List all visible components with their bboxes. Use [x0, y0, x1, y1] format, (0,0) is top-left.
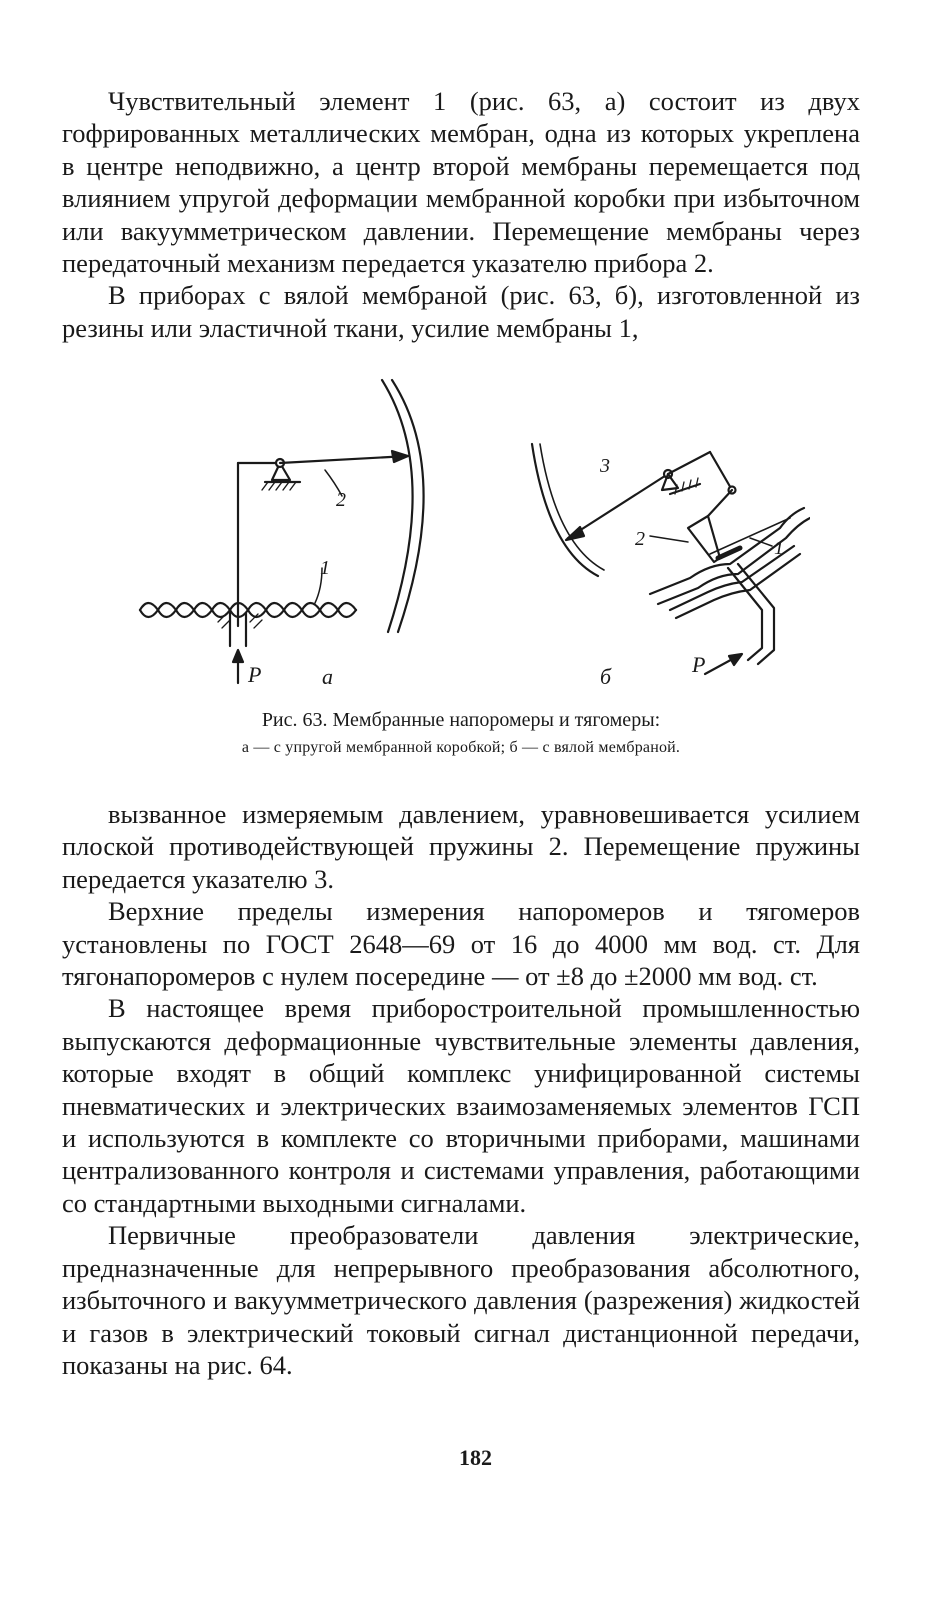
text-block-top — [62, 85, 860, 344]
pressure-arrowhead-b — [729, 654, 742, 665]
label-1b: 1 — [774, 537, 784, 559]
leader-2b — [650, 536, 688, 542]
pointer-line-b — [568, 474, 668, 538]
label-pressure-a: P — [248, 662, 262, 687]
label-2b: 2 — [635, 528, 645, 550]
paragraph: Верхние пределы измерения напоромеров и тягомеров установлены по ГОСТ 2648—69 от 16 до 4000 мм вод. ст. Для тягонапоромеров с нулем посередине — от ±8 до ±2000 мм вод. ст. — [62, 896, 860, 992]
paragraph: В приборах с вялой мембраной (рис. 63, б), изготовленной из резины или эластичной ткани, усилие мембраны 1, — [62, 280, 860, 343]
figure-caption-subtitle: а — с упругой мембранной коробкой; б — с вялой мембраной. — [241, 739, 681, 756]
scale-arc — [382, 380, 413, 632]
lever-top — [668, 452, 710, 474]
leader-1b — [750, 538, 772, 546]
label-a: а — [322, 664, 333, 689]
paragraph: вызванное измеряемым давлением, уравновешивается усилием плоской противодействующей пружины 2. Перемещение пружины передается указателю 3. — [62, 799, 860, 894]
text-block-bottom — [62, 798, 860, 1381]
paragraph: Чувствительный элемент 1 (рис. 63, а) состоит из двух гофрированных металлических мембран, одна из которых укреплена в центре неподвижно, а центр второй мембраны перемещается под влиянием упругой деформации мембранной коробки при избыточном или вакуумметрическом давлении. Перемещение мембраны через передаточный механизм передается указателю прибора 2. — [62, 86, 860, 279]
inlet-tube-left — [728, 568, 762, 660]
spring-link — [708, 490, 732, 516]
inlet-tube-right — [738, 564, 774, 664]
scale-arc-b-inner — [540, 444, 604, 570]
pointer-arrowhead — [392, 451, 408, 462]
label-2a: 2 — [336, 489, 346, 511]
pointer-line — [280, 456, 408, 463]
figure-caption-title: Рис. 63. Мембранные напоромеры и тягомеры: — [261, 709, 661, 731]
membrane-gauges-diagram — [110, 378, 810, 698]
paragraph: Первичные преобразователи давления электрические, предназначенные для непрерывного преобразования абсолютного, избыточного и вакуумметрического давления (разрежения) жидкостей и газов в электрический токовый сигнал дистанционной передачи, показаны на рис. 64. — [62, 1220, 860, 1380]
scale-arc-inner — [392, 380, 424, 632]
pressure-arrowhead-a — [233, 650, 243, 662]
label-1a: 1 — [320, 557, 330, 579]
spring-plate — [688, 516, 720, 562]
ground-hatch — [262, 482, 296, 490]
label-b: б — [600, 664, 612, 689]
label-pressure-b: P — [692, 652, 706, 677]
label-3b: 3 — [600, 455, 610, 477]
figure-63 — [110, 378, 810, 698]
lever-down — [710, 452, 732, 490]
scale-arc-b — [532, 444, 598, 576]
paragraph: В настоящее время приборостроительной промышленностью выпускаются деформационные чувствительные элементы давления, которые входят в общий комплекс унифицированной системы пневматических и электрических взаимозаменяемых элементов ГСП и используются в комплекте со вторичными приборами, машинами централизованного контроля и системами управления, работающими со стандартными выходными сигналами. — [62, 993, 860, 1218]
page-number: 182 — [459, 1445, 492, 1470]
